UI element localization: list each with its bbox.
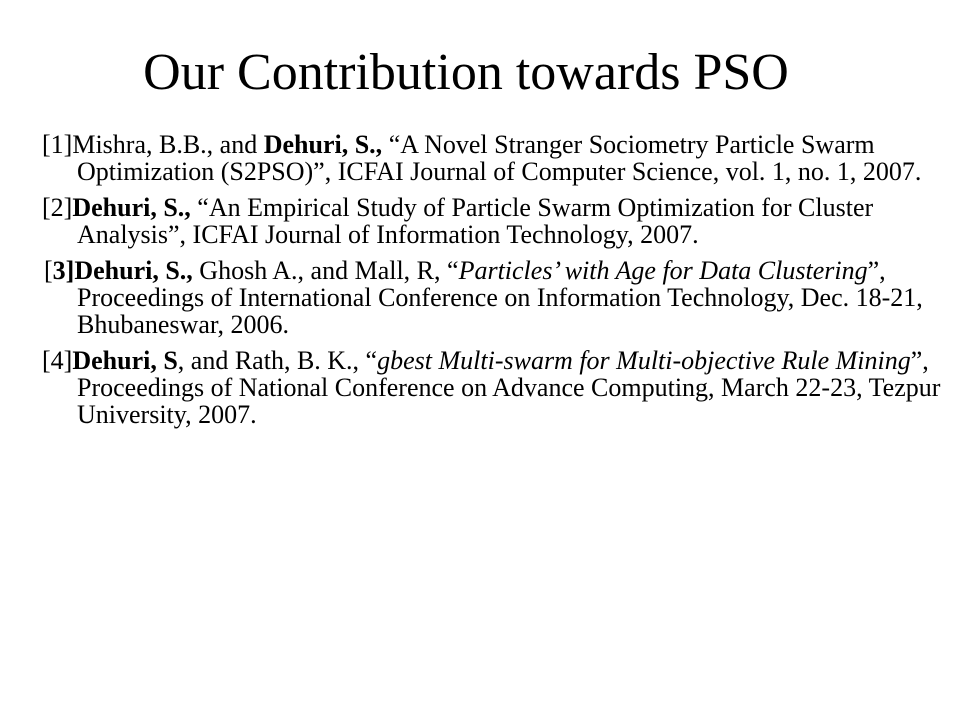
- reference-list: [42, 131, 942, 437]
- highlighted-author: Dehuri, S.,: [263, 130, 383, 159]
- reference-number: [4]: [42, 346, 73, 375]
- reference-authors: Mishra, B.B., and: [72, 130, 264, 159]
- reference-venue: , ICFAI Journal of Information Technology, 2007.: [179, 220, 699, 249]
- reference-number: [1]: [42, 130, 73, 159]
- highlighted-author: Dehuri, S.,: [72, 193, 191, 222]
- slide-title: Our Contribution towards PSO: [143, 44, 789, 101]
- reference-item-1: [42, 131, 942, 185]
- reference-venue: ”, Proceedings of International Conference on Information Technology, Dec. 18-21, Bhubaneswar, 2006.: [77, 256, 923, 339]
- reference-title: Particles’ with Age for Data Clustering: [458, 256, 868, 285]
- reference-title: gbest Multi-swarm for Multi-objective Rule Mining: [377, 346, 911, 375]
- reference-authors: , and Rath, B. K., “: [177, 346, 378, 375]
- reference-venue: ”, Proceedings of National Conference on Advance Computing, March 22-23, Tezpur University, 2007.: [77, 346, 941, 429]
- reference-number: [: [44, 256, 53, 285]
- reference-authors: Ghosh A., and Mall, R, “: [192, 256, 459, 285]
- reference-number: [2]: [42, 193, 73, 222]
- reference-item-2: [42, 194, 942, 248]
- highlighted-author: 3]Dehuri, S.,: [52, 256, 193, 285]
- reference-title: “An Empirical Study of Particle Swarm Optimization for Cluster Analysis”: [77, 193, 874, 249]
- reference-venue: , ICFAI Journal of Computer Science, vol. 1, no. 1, 2007.: [324, 157, 922, 186]
- reference-item-4: [42, 347, 942, 428]
- highlighted-author: Dehuri, S: [72, 346, 178, 375]
- reference-item-3: [42, 257, 942, 338]
- reference-title: “A Novel Stranger Sociometry Particle Swarm Optimization (S2PSO)”: [77, 130, 875, 186]
